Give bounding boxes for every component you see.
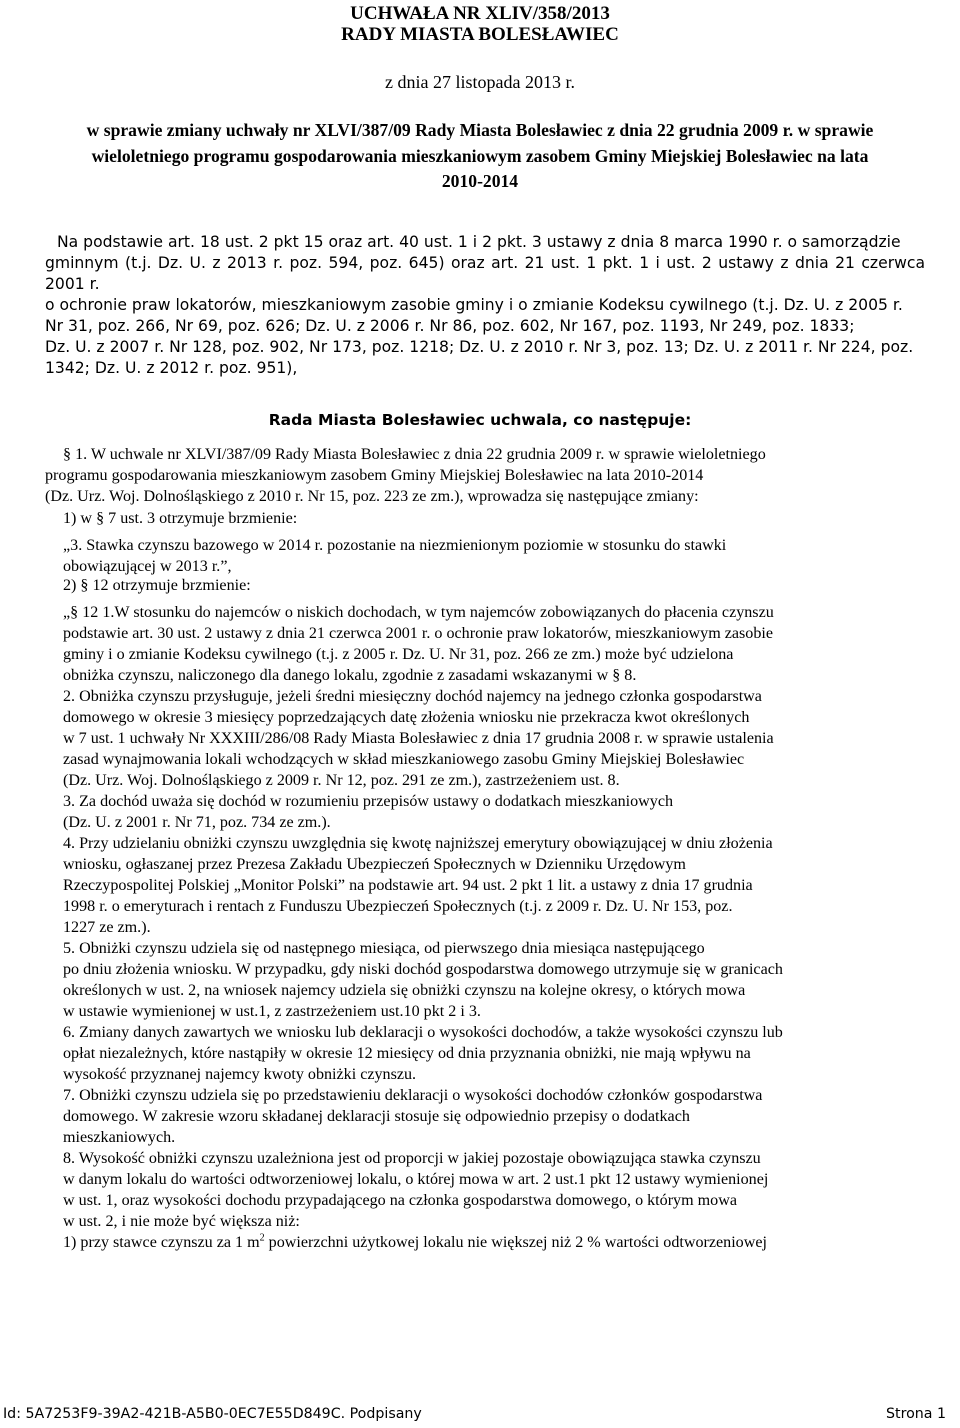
section-1-line: § 1. W uchwale nr XLVI/387/09 Rady Miasta Bolesławiec z dnia 22 grudnia 2009 r. w sprawie wieloletniego xyxy=(63,446,766,463)
paragraph-line: w ustawie wymienionej w ust.1, z zastrzeżeniem ust.10 pkt 2 i 3. xyxy=(63,1003,481,1020)
section-1-line: (Dz. Urz. Woj. Dolnośląskiego z 2010 r. Nr 15, poz. 223 ze zm.), wprowadza się następujące zmiany: xyxy=(45,488,699,505)
paragraph-line: w ust. 1, oraz wysokości dochodu przypadającego na członka gospodarstwa domowego, o którym mowa xyxy=(63,1192,737,1209)
rate-limit-item-1 xyxy=(63,1232,943,1253)
page-number: Strona 1 xyxy=(886,1406,946,1422)
paragraph-line: obniżka czynszu, naliczonego dla danego lokalu, zgodnie z zasadami wskazanymi w § 8. xyxy=(63,667,637,684)
paragraph-1 xyxy=(63,602,943,686)
paragraph-line: 5. Obniżki czynszu udziela się od następnego miesiąca, od pierwszego dnia miesiąca następującego xyxy=(63,940,705,957)
section-1 xyxy=(45,444,945,507)
paragraph-line: domowego w okresie 3 miesięcy poprzedzających datę złożenia wniosku nie przekracza kwot określonych xyxy=(63,709,750,726)
legal-basis-line: gminnym (t.j. Dz. U. z 2013 r. poz. 594, poz. 645) oraz art. 21 ust. 1 pkt. 1 i ust. 2 ustawy z dnia 21 czerwca 2001 r. xyxy=(45,254,925,293)
legal-basis-line: Dz. U. z 2007 r. Nr 128, poz. 902, Nr 173, poz. 1218; Dz. U. z 2010 r. Nr 3, poz. 13; Dz. U. z 2011 r. Nr 224, poz. xyxy=(45,338,914,356)
paragraph-8 xyxy=(63,1148,943,1232)
paragraph-line: podstawie art. 30 ust. 2 ustawy z dnia 21 czerwca 2001 r. o ochronie praw lokatorów, mieszkaniowym zasobie xyxy=(63,625,774,642)
subject-line-1: w sprawie zmiany uchwały nr XLVI/387/09 Rady Miasta Bolesławiec z dnia 22 grudnia 2009 r. w sprawie xyxy=(86,120,874,140)
subject-line-3: 2010-2014 xyxy=(441,171,519,191)
paragraph-line: mieszkaniowych. xyxy=(63,1129,176,1146)
paragraph-line: zasad wynajmowania lokali wchodzących w skład mieszkaniowego zasobu Gminy Miejskiej Bolesławiec xyxy=(63,751,745,768)
paragraph-line: (Dz. U. z 2001 r. Nr 71, poz. 734 ze zm.). xyxy=(63,814,331,831)
paragraph-7 xyxy=(63,1085,943,1148)
paragraph-line: 7. Obniżki czynszu udziela się po przedstawieniu deklaracji o wysokości dochodów członków gospodarstwa xyxy=(63,1087,763,1104)
change-1-text: „3. Stawka czynszu bazowego w 2014 r. pozostanie na niezmienionym poziomie w stosunku do stawki xyxy=(63,537,727,554)
legal-basis-line: 1342; Dz. U. z 2012 r. poz. 951), xyxy=(45,359,298,377)
paragraph-2 xyxy=(63,686,943,791)
paragraph-line: Rzeczypospolitej Polskiej „Monitor Polski” na podstawie art. 94 ust. 2 pkt 1 lit. a ustawy z dnia 17 grudnia xyxy=(63,877,753,894)
resolution-heading: Rada Miasta Bolesławiec uchwala, co następuje: xyxy=(268,411,692,429)
paragraph-line: gminy i o zmianie Kodeksu cywilnego (t.j. z 2005 r. Dz. U. Nr 31, poz. 266 ze zm.) może być udzielona xyxy=(63,646,734,663)
subject-line-2: wieloletniego programu gospodarowania mieszkaniowym zasobem Gminy Miejskiej Bolesławiec na lata xyxy=(91,146,869,166)
change-2-heading: 2) § 12 otrzymuje brzmienie: xyxy=(63,577,251,594)
change-2 xyxy=(63,575,943,1253)
paragraph-4 xyxy=(63,833,943,938)
paragraph-line: 2. Obniżka czynszu przysługuje, jeżeli średni miesięczny dochód najemcy na jednego członka gospodarstwa xyxy=(63,688,762,705)
paragraph-line: w danym lokalu do wartości odtworzeniowej lokalu, o której mowa w art. 2 ust.1 pkt 12 ustawy wymienionej xyxy=(63,1171,769,1188)
document-id: Id: 5A7253F9-39A2-421B-A5B0-0EC7E55D849C. Podpisany xyxy=(3,1406,422,1422)
legal-basis xyxy=(45,232,925,379)
paragraph-5 xyxy=(63,938,943,1022)
paragraph-line: 3. Za dochód uważa się dochód w rozumieniu przepisów ustawy o dodatkach mieszkaniowych xyxy=(63,793,674,810)
superscript: 2 xyxy=(259,1232,265,1244)
resolution-date: z dnia 27 listopada 2013 r. xyxy=(385,72,575,92)
paragraph-line: w ust. 2, i nie może być większa niż: xyxy=(63,1213,300,1230)
paragraph-6 xyxy=(63,1022,943,1085)
paragraph-line: domowego. W zakresie wzoru składanej deklaracji stosuje się odpowiednio przepisy o dodatkach xyxy=(63,1108,690,1125)
council-name: RADY MIASTA BOLESŁAWIEC xyxy=(341,24,619,45)
paragraph-line: w 7 ust. 1 uchwały Nr XXXIII/286/08 Rady Miasta Bolesławiec z dnia 17 grudnia 2008 r. w sprawie ustalenia xyxy=(63,730,774,747)
paragraph-line: 1227 ze zm.). xyxy=(63,919,151,936)
paragraph-3 xyxy=(63,791,943,833)
legal-basis-line: Na podstawie art. 18 ust. 2 pkt 15 oraz art. 40 ust. 1 i 2 pkt. 3 ustawy z dnia 8 marca 1990 r. o samorządzie xyxy=(57,233,901,251)
paragraph-line: wniosku, ogłaszanej przez Prezesa Zakładu Ubezpieczeń Społecznych w Dzienniku Urzędowym xyxy=(63,856,686,873)
paragraph-line: po dniu złożenia wniosku. W przypadku, gdy niski dochód gospodarstwa domowego utrzymuje się w granicach xyxy=(63,961,783,978)
change-1 xyxy=(63,508,943,577)
legal-basis-line: o ochronie praw lokatorów, mieszkaniowym zasobie gminy i o zmianie Kodeksu cywilnego (t.j. Dz. U. z 2005 r. xyxy=(45,296,903,314)
paragraph-line: „§ 12 1.W stosunku do najemców o niskich dochodach, w tym najemców zobowiązanych do płacenia czynszu xyxy=(63,604,774,621)
rate-limit-text: powierzchni użytkowej lokalu nie większej niż 2 % wartości odtworzeniowej xyxy=(264,1234,767,1251)
paragraph-line: 8. Wysokość obniżki czynszu uzależniona jest od proporcji w jakiej pozostaje obowiązująca stawka czynszu xyxy=(63,1150,761,1167)
resolution-title: UCHWAŁA NR XLIV/358/2013 xyxy=(350,3,610,24)
change-1-heading: 1) w § 7 ust. 3 otrzymuje brzmienie: xyxy=(63,510,298,527)
paragraph-line: opłat niezależnych, które nastąpiły w okresie 12 miesięcy od dnia przyznania obniżki, nie mają wpływu na xyxy=(63,1045,751,1062)
paragraph-line: 4. Przy udzielaniu obniżki czynszu uwzględnia się kwotę najniższej emerytury obowiązującej w dniu złożenia xyxy=(63,835,773,852)
change-1-text: obowiązującej w 2013 r.”, xyxy=(63,558,232,575)
paragraph-line: wysokość przyznanej najemcy kwoty obniżki czynszu. xyxy=(63,1066,417,1083)
section-1-line: programu gospodarowania mieszkaniowym zasobem Gminy Miejskiej Bolesławiec na lata 2010-2014 xyxy=(45,467,704,484)
paragraph-line: określonych w ust. 2, na wniosek najemcy udziela się obniżki czynszu na kolejne okresy, o których mowa xyxy=(63,982,746,999)
paragraph-line: 1998 r. o emeryturach i rentach z Funduszu Ubezpieczeń Społecznych (t.j. z 2009 r. Dz. U. Nr 153, poz. xyxy=(63,898,733,915)
legal-basis-line: Nr 31, poz. 266, Nr 69, poz. 626; Dz. U. z 2006 r. Nr 86, poz. 602, Nr 167, poz. 1193, Nr 249, poz. 1833; xyxy=(45,317,855,335)
paragraph-line: (Dz. Urz. Woj. Dolnośląskiego z 2009 r. Nr 12, poz. 291 ze zm.), zastrzeżeniem ust. 8. xyxy=(63,772,620,789)
rate-limit-text: 1) przy stawce czynszu za 1 m xyxy=(63,1234,260,1251)
paragraph-line: 6. Zmiany danych zawartych we wniosku lub deklaracji o wysokości dochodów, a także wysokości czynszu lub xyxy=(63,1024,783,1041)
